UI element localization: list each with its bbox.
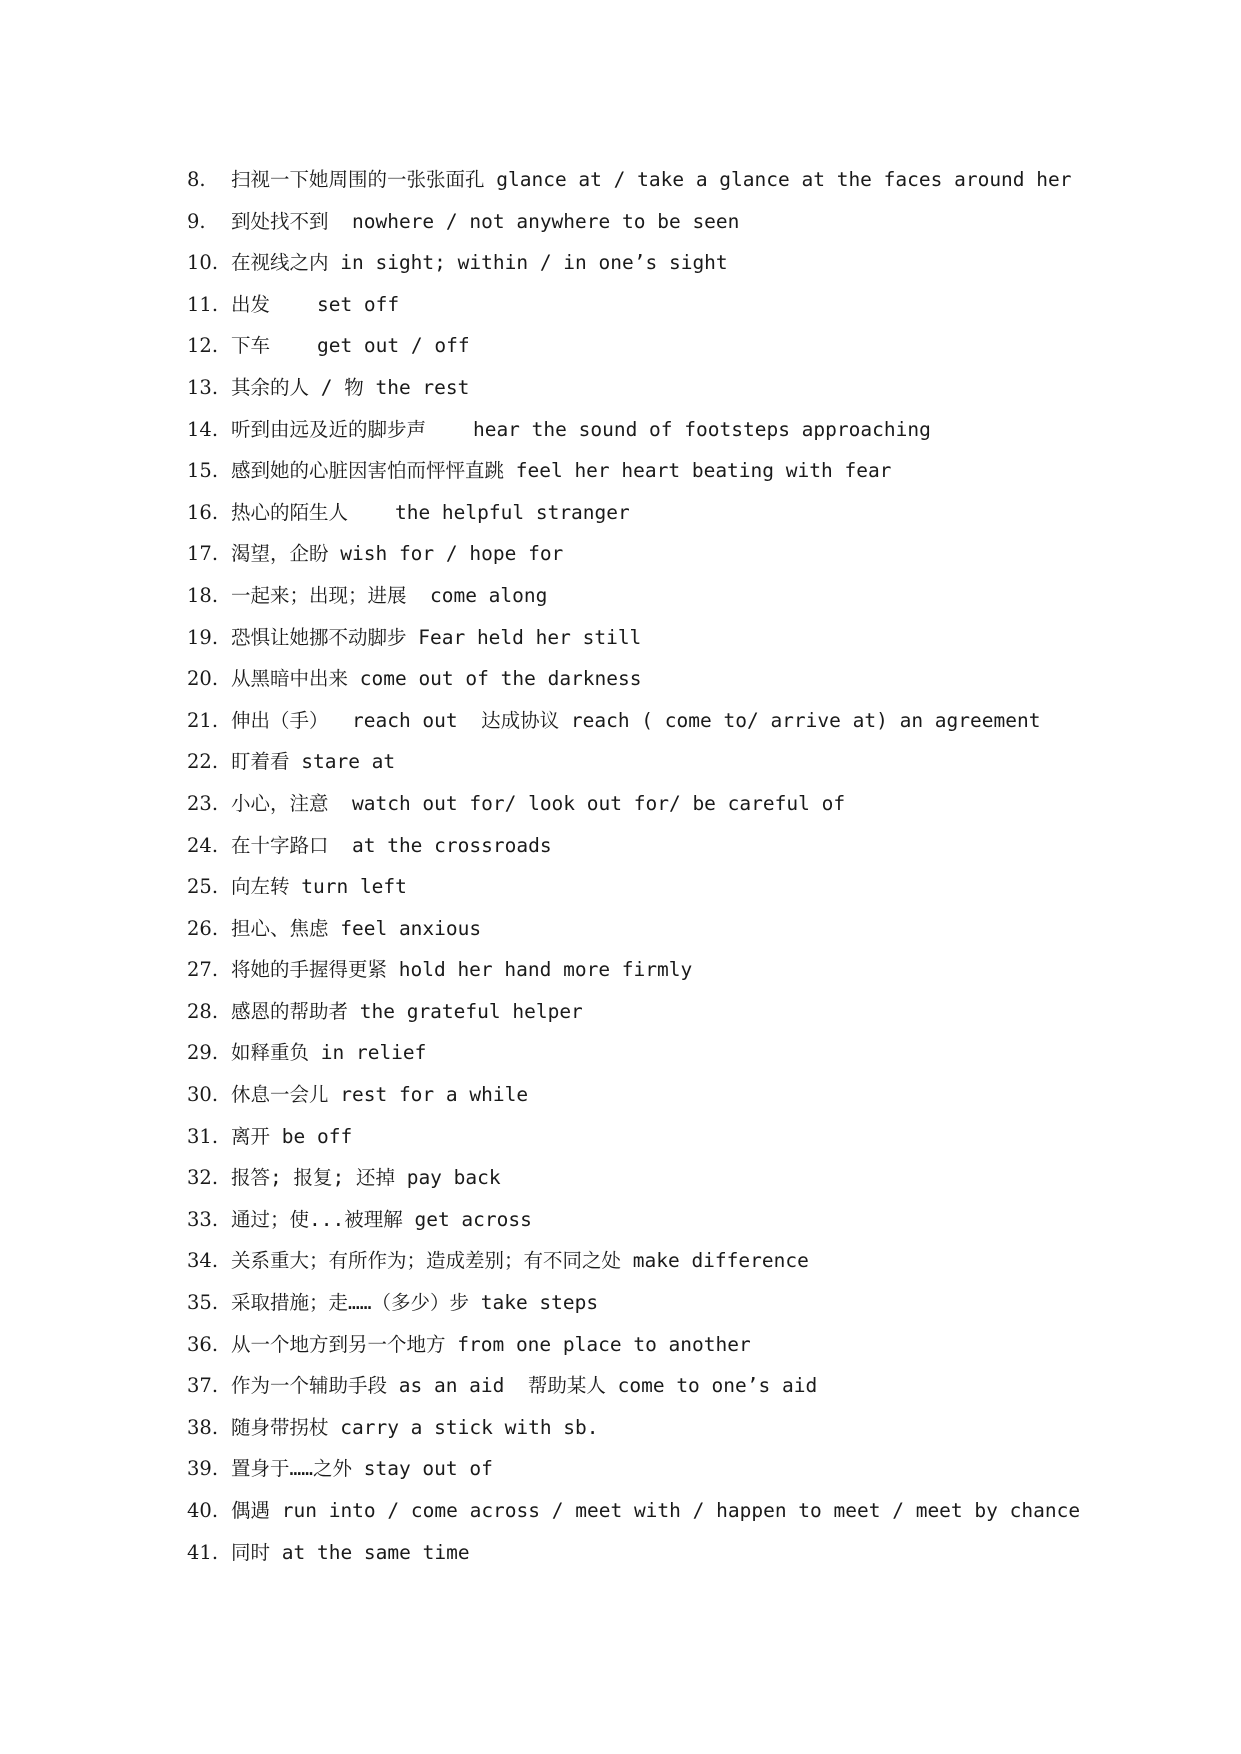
list-item [187, 1116, 1187, 1158]
list-item [187, 1157, 1187, 1199]
item-text: 热心的陌生人 the helpful stranger [231, 500, 630, 524]
item-text: 伸出（手） reach out 达成协议 reach ( come to/ arrive at) an agreement [231, 708, 1041, 732]
list-item [187, 783, 1187, 825]
item-text: 作为一个辅助手段 as an aid 帮助某人 come to one’s aid [231, 1374, 818, 1398]
item-text: 将她的手握得更紧 hold her hand more firmly [231, 958, 693, 982]
list-item [187, 201, 1187, 243]
item-text: 盯着看 stare at [231, 750, 396, 774]
item-number: 39. [187, 1457, 219, 1481]
list-item [187, 325, 1187, 367]
item-text: 偶遇 run into / come across / meet with / happen to meet / meet by chance [231, 1499, 1081, 1522]
list-item [187, 1199, 1187, 1241]
list-item [187, 575, 1187, 617]
list-item [187, 450, 1187, 492]
item-number: 27. [187, 958, 219, 982]
item-number: 16. [187, 500, 219, 524]
item-number: 26. [187, 916, 219, 940]
list-item [187, 1448, 1187, 1490]
item-text: 其余的人 / 物 the rest [231, 375, 470, 399]
item-number: 18. [187, 583, 219, 607]
list-item [187, 242, 1187, 284]
item-number: 14. [187, 417, 219, 441]
item-text: 报答; 报复; 还掉 pay back [231, 1166, 501, 1190]
item-text: 从一个地方到另一个地方 from one place to another [231, 1332, 751, 1356]
list-item [187, 1032, 1187, 1074]
item-number: 9. [187, 209, 206, 233]
list-item [187, 1324, 1187, 1366]
item-text: 向左转 turn left [231, 875, 407, 899]
list-item [187, 533, 1187, 575]
item-number: 19. [187, 625, 219, 649]
list-item [187, 1532, 1187, 1574]
item-number: 8. [187, 168, 206, 191]
list-item [187, 700, 1187, 742]
item-number: 41. [187, 1540, 219, 1564]
list-item [187, 908, 1187, 950]
list-item [187, 658, 1187, 700]
list-item [187, 866, 1187, 908]
item-number: 32. [187, 1166, 219, 1190]
item-text: 感恩的帮助者 the grateful helper [231, 999, 583, 1023]
item-number: 38. [187, 1415, 219, 1439]
list-item [187, 284, 1187, 326]
list-item [187, 1282, 1187, 1324]
list-item [187, 991, 1187, 1033]
item-text: 恐惧让她挪不动脚步 Fear held her still [231, 625, 642, 649]
list-item [187, 617, 1187, 659]
item-text: 在十字路口 at the crossroads [231, 833, 552, 857]
item-text: 担心、焦虑 feel anxious [231, 916, 482, 940]
item-text: 感到她的心脏因害怕而怦怦直跳 feel her heart beating with fear [231, 459, 892, 483]
item-number: 22. [187, 750, 219, 774]
item-number: 30. [187, 1083, 219, 1107]
list-item [187, 492, 1187, 534]
item-text: 一起来；出现；进展 come along [231, 583, 548, 607]
item-text: 扫视一下她周围的一张张面孔 glance at / take a glance at the faces around her [231, 168, 1072, 191]
item-number: 36. [187, 1332, 219, 1356]
list-item [187, 1365, 1187, 1407]
item-text: 渴望，企盼 wish for / hope for [231, 542, 564, 566]
item-text: 如释重负 in relief [231, 1041, 427, 1065]
item-number: 34. [187, 1249, 219, 1273]
item-number: 17. [187, 542, 219, 566]
item-text: 休息一会儿 rest for a while [231, 1083, 529, 1107]
item-text: 采取措施；走……（多少）步 take steps [231, 1291, 599, 1315]
item-number: 28. [187, 999, 219, 1023]
item-number: 35. [187, 1291, 219, 1315]
item-number: 21. [187, 708, 219, 732]
item-text: 下车 get out / off [231, 334, 470, 358]
item-number: 31. [187, 1124, 219, 1148]
item-text: 随身带拐杖 carry a stick with sb. [231, 1415, 599, 1439]
list-item [187, 367, 1187, 409]
list-item [187, 949, 1187, 991]
list-item [187, 159, 1187, 201]
item-text: 离开 be off [231, 1124, 353, 1148]
item-number: 37. [187, 1374, 219, 1398]
item-number: 33. [187, 1207, 219, 1231]
item-text: 在视线之内 in sight; within / in one’s sight [231, 251, 728, 275]
item-number: 10. [187, 251, 219, 275]
item-number: 15. [187, 459, 219, 483]
item-text: 关系重大；有所作为；造成差别；有不同之处 make difference [231, 1249, 809, 1273]
item-number: 23. [187, 791, 219, 815]
list-item [187, 409, 1187, 451]
list-item [187, 1074, 1187, 1116]
list-item [187, 1407, 1187, 1449]
list-item [187, 741, 1187, 783]
item-number: 29. [187, 1041, 219, 1065]
item-text: 到处找不到 nowhere / not anywhere to be seen [231, 209, 740, 233]
list-item [187, 825, 1187, 867]
item-number: 40. [187, 1499, 219, 1522]
item-text: 出发 set off [231, 292, 400, 316]
item-text: 置身于……之外 stay out of [231, 1457, 493, 1481]
item-text: 通过；使...被理解 get across [231, 1207, 532, 1231]
item-number: 12. [187, 334, 219, 358]
item-text: 小心，注意 watch out for/ look out for/ be careful of [231, 791, 846, 815]
list-item [187, 1490, 1187, 1532]
item-number: 20. [187, 667, 219, 691]
item-number: 24. [187, 833, 219, 857]
item-number: 13. [187, 375, 219, 399]
item-number: 11. [187, 292, 219, 316]
phrase-list [187, 159, 1187, 1573]
item-number: 25. [187, 875, 219, 899]
item-text: 听到由远及近的脚步声 hear the sound of footsteps approaching [231, 417, 931, 441]
item-text: 同时 at the same time [231, 1540, 470, 1564]
list-item [187, 1240, 1187, 1282]
item-text: 从黑暗中出来 come out of the darkness [231, 667, 642, 691]
